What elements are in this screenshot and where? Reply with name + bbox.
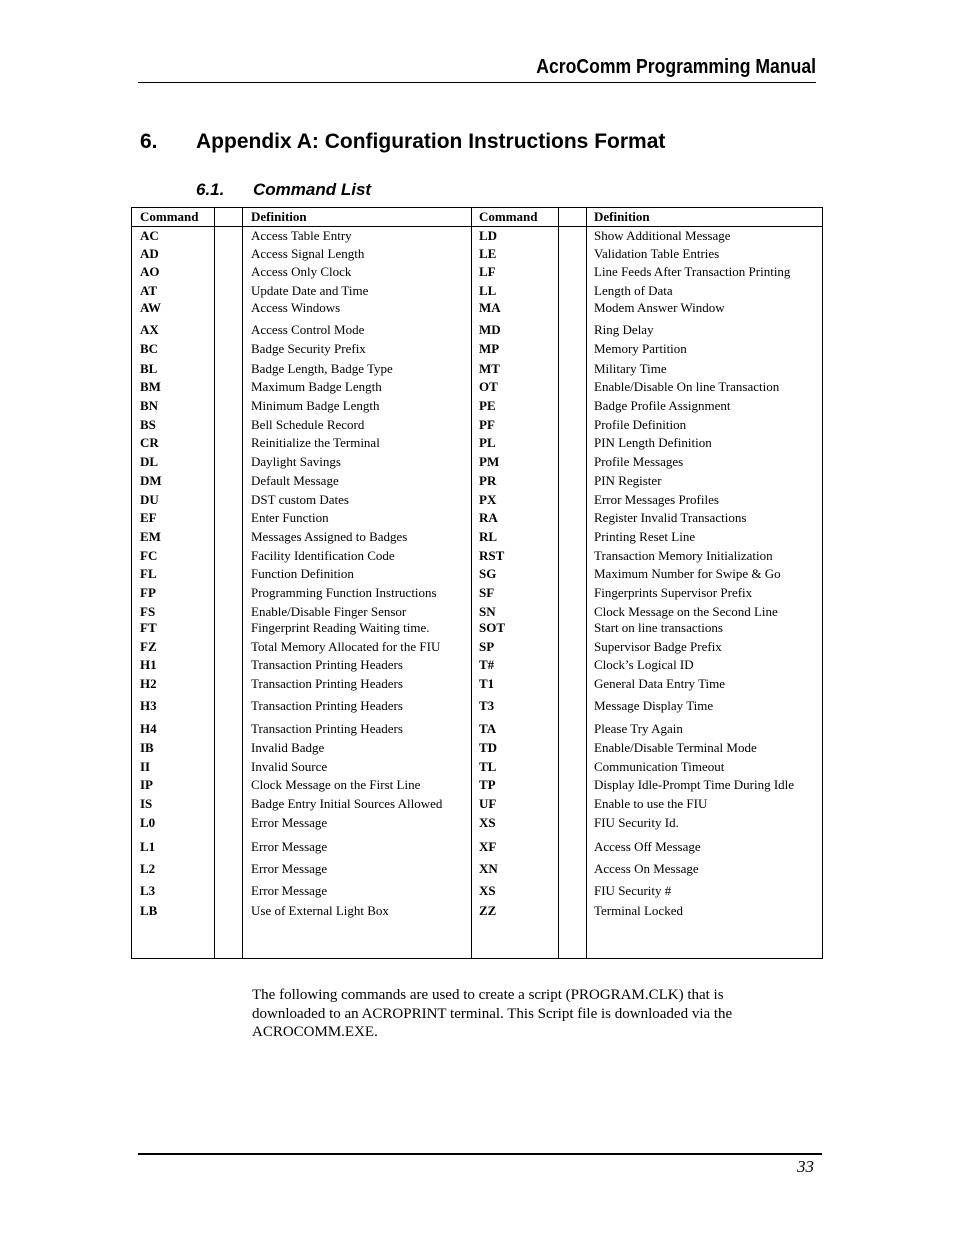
command-code: H3 [140,698,157,713]
command-code: DL [140,454,159,469]
column-divider [471,208,472,958]
command-code: AT [140,283,158,298]
chapter-number: 6. [140,130,158,153]
command-code: EF [140,510,157,525]
command-code: PL [479,435,496,450]
command-definition: Register Invalid Transactions [594,510,747,525]
command-code: XF [479,839,497,854]
command-definition: Enter Function [251,510,329,525]
command-code: MP [479,341,500,356]
command-definition: Access Off Message [594,839,701,854]
command-code: SOT [479,620,506,635]
command-definition: PIN Length Definition [594,435,712,450]
command-definition: Message Display Time [594,698,714,713]
command-code: IP [140,777,153,792]
command-definition: Access Only Clock [251,264,352,279]
command-definition: Transaction Printing Headers [251,698,403,713]
section-title [196,180,371,200]
command-definition: Line Feeds After Transaction Printing [594,264,791,279]
command-code: FC [140,548,158,563]
command-definition: Update Date and Time [251,283,369,298]
command-definition: Invalid Badge [251,740,325,755]
command-code: XS [479,815,496,830]
command-definition: Badge Length, Badge Type [251,361,393,376]
command-code: ZZ [479,903,497,918]
command-code: FP [140,585,156,600]
column-header-definition: Definition [594,209,650,224]
command-definition: Error Message [251,815,328,830]
command-definition: DST custom Dates [251,492,349,507]
command-code: TP [479,777,496,792]
command-definition: Ring Delay [594,322,654,337]
command-code: BN [140,398,159,413]
command-definition: Access Windows [251,300,341,315]
command-code: SN [479,604,496,619]
command-definition: Printing Reset Line [594,529,696,544]
command-definition: Maximum Badge Length [251,379,382,394]
command-definition: Error Message [251,861,328,876]
command-definition: Invalid Source [251,759,328,774]
command-definition: Minimum Badge Length [251,398,380,413]
command-code: PM [479,454,500,469]
command-definition: FIU Security # [594,883,672,898]
command-definition: Transaction Printing Headers [251,676,403,691]
command-code: L1 [140,839,156,854]
command-definition: Error Messages Profiles [594,492,719,507]
command-definition: Access On Message [594,861,699,876]
command-code: T1 [479,676,495,691]
command-code: MD [479,322,501,337]
command-definition: Use of External Light Box [251,903,389,918]
footer-rule [138,1153,822,1155]
command-definition: PIN Register [594,473,662,488]
command-definition: Access Control Mode [251,322,365,337]
command-code: PE [479,398,496,413]
command-definition: Fingerprint Reading Waiting time. [251,620,430,635]
command-code: SP [479,639,495,654]
command-code: CR [140,435,159,450]
command-code: TD [479,740,498,755]
column-header-command: Command [140,209,199,224]
command-definition: Transaction Printing Headers [251,721,403,736]
command-code: XN [479,861,498,876]
command-code: DM [140,473,162,488]
command-definition: Communication Timeout [594,759,725,774]
command-code: AD [140,246,159,261]
command-definition: Access Table Entry [251,228,352,243]
command-code: T# [479,657,495,672]
command-code: AW [140,300,161,315]
section-title-text: Command List [253,180,372,199]
command-code: TL [479,759,497,774]
command-definition: Show Additional Message [594,228,731,243]
page-number: 33 [797,1157,814,1176]
command-table [131,207,823,959]
command-definition: Default Message [251,473,339,488]
command-code: BC [140,341,159,356]
command-code: EM [140,529,161,544]
command-definition: Validation Table Entries [594,246,720,261]
command-code: L0 [140,815,156,830]
command-definition: Enable/Disable On line Transaction [594,379,780,394]
command-code: LL [479,283,497,298]
column-header-definition: Definition [251,209,307,224]
command-code: FS [140,604,156,619]
column-divider [586,208,587,958]
command-definition: Daylight Savings [251,454,341,469]
command-definition: Clock’s Logical ID [594,657,694,672]
command-definition: Please Try Again [594,721,683,736]
command-definition: General Data Entry Time [594,676,726,691]
command-definition: Function Definition [251,566,354,581]
command-definition: Clock Message on the Second Line [594,604,778,619]
section-number: 6.1. [196,180,225,199]
command-definition: Memory Partition [594,341,687,356]
command-code: LB [140,903,158,918]
command-definition: Facility Identification Code [251,548,395,563]
command-code: LE [479,246,497,261]
command-code: AX [140,322,159,337]
command-code: PX [479,492,497,507]
command-definition: Transaction Memory Initialization [594,548,773,563]
command-code: PR [479,473,497,488]
command-code: XS [479,883,496,898]
command-code: AO [140,264,160,279]
command-code: MT [479,361,500,376]
command-code: LD [479,228,498,243]
command-definition: Error Message [251,839,328,854]
command-code: II [140,759,151,774]
command-code: L2 [140,861,156,876]
command-code: OT [479,379,498,394]
command-definition: Maximum Number for Swipe & Go [594,566,781,581]
command-definition: Access Signal Length [251,246,365,261]
command-definition: Enable/Disable Terminal Mode [594,740,757,755]
command-code: T3 [479,698,495,713]
command-code: UF [479,796,497,811]
command-definition: Enable/Disable Finger Sensor [251,604,407,619]
column-header-command: Command [479,209,538,224]
command-definition: Badge Security Prefix [251,341,366,356]
command-code: IS [140,796,153,811]
command-code: H2 [140,676,157,691]
command-code: SF [479,585,495,600]
command-code: BM [140,379,161,394]
command-definition: Length of Data [594,283,673,298]
command-definition: Profile Messages [594,454,684,469]
command-code: H4 [140,721,157,736]
command-definition: Military Time [594,361,667,376]
command-definition: Clock Message on the First Line [251,777,421,792]
command-definition: FIU Security Id. [594,815,679,830]
command-definition: Error Message [251,883,328,898]
command-code: MA [479,300,501,315]
command-code: FZ [140,639,157,654]
command-definition: Display Idle-Prompt Time During Idle [594,777,795,792]
command-code: L3 [140,883,156,898]
command-code: FT [140,620,157,635]
command-definition: Supervisor Badge Prefix [594,639,722,654]
command-definition: Badge Entry Initial Sources Allowed [251,796,443,811]
command-definition: Modem Answer Window [594,300,725,315]
command-definition: Fingerprints Supervisor Prefix [594,585,753,600]
command-definition: Total Memory Allocated for the FIU [251,639,441,654]
chapter-title-text: Appendix A: Configuration Instructions Format [196,130,666,153]
command-code: BS [140,417,156,432]
command-definition: Enable to use the FIU [594,796,708,811]
body-paragraph: The following commands are used to create a script (PROGRAM.CLK) that is downloaded to an ACROPRINT terminal. This Script file is downloaded via the ACROCOMM.EXE. [252,987,733,1040]
chapter-title [140,130,665,154]
command-code: LF [479,264,496,279]
header-divider [132,226,822,227]
command-definition: Start on line transactions [594,620,723,635]
command-definition: Reinitialize the Terminal [251,435,380,450]
command-definition: Terminal Locked [594,903,683,918]
command-code: H1 [140,657,157,672]
command-definition: Programming Function Instructions [251,585,437,600]
command-definition: Transaction Printing Headers [251,657,403,672]
command-code: RA [479,510,498,525]
column-divider [214,208,215,958]
command-code: BL [140,361,158,376]
command-code: RL [479,529,498,544]
command-code: PF [479,417,495,432]
column-divider [242,208,243,958]
command-code: AC [140,228,159,243]
header-rule [138,82,816,83]
column-divider [558,208,559,958]
command-code: TA [479,721,497,736]
command-definition: Badge Profile Assignment [594,398,731,413]
command-code: DU [140,492,159,507]
command-definition: Profile Definition [594,417,687,432]
running-header: AcroComm Programming Manual [536,56,816,78]
command-code: FL [140,566,157,581]
command-code: RST [479,548,505,563]
command-definition: Bell Schedule Record [251,417,365,432]
command-code: SG [479,566,497,581]
command-code: IB [140,740,154,755]
command-definition: Messages Assigned to Badges [251,529,408,544]
